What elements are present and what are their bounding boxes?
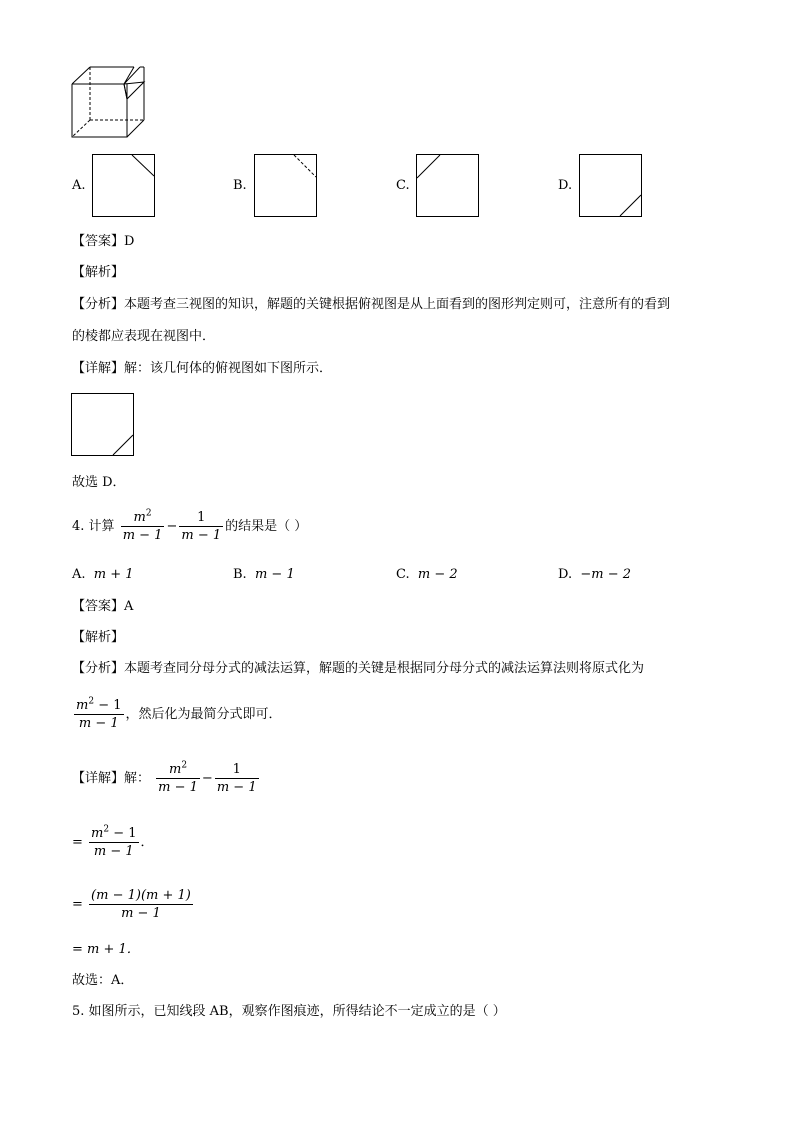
q4-stem-prefix: 4. 计算 (72, 519, 115, 534)
q4-detail-prefix: 【详解】解： (72, 771, 151, 786)
q4-option-c-expr: m − 2 (417, 567, 458, 582)
q3-detail: 【详解】解：该几何体的俯视图如下图所示． (72, 361, 333, 376)
fraction-m2-over-m-1 (156, 762, 200, 795)
period: ． (140, 835, 154, 850)
q4-step3 (72, 888, 195, 922)
q4-conclusion: 故选：A． (72, 973, 134, 988)
var-m: m (133, 510, 146, 525)
q4-fenxi: 【分析】本题考查同分母分式的减法运算，解题的关键是根据同分母分式的减法运算法则将原式化为 (72, 661, 645, 676)
var-m: m (169, 762, 182, 777)
fraction-1-over-m-1 (179, 510, 223, 543)
numerator-one: 1 (179, 510, 223, 527)
option-a-figure (92, 154, 156, 218)
exponent: 2 (181, 760, 188, 771)
q4-option-b-label: B. (233, 567, 247, 582)
top-view-figure (71, 393, 135, 457)
q4-option-d-label: D. (558, 567, 573, 582)
equals-sign: = (72, 835, 83, 850)
exponent: 2 (103, 824, 110, 835)
q4-analysis-heading: 【解析】 (72, 630, 125, 645)
q3-answer: 【答案】D (72, 234, 135, 249)
numerator-product: (m − 1)(m + 1) (91, 888, 191, 903)
exponent: 2 (88, 696, 95, 707)
option-a-label: A. (72, 178, 86, 193)
q4-answer: 【答案】A (72, 599, 134, 614)
fraction-product-over-m-1 (89, 888, 193, 921)
var-m: m (76, 698, 89, 713)
denominator: m − 1 (78, 716, 119, 731)
fraction-m2-1-over-m-1 (89, 826, 139, 859)
q4-option-a-label: A. (72, 567, 86, 582)
var-m: m (91, 826, 104, 841)
q4-step4: = m + 1． (72, 942, 140, 957)
q4-fenxi-tail: ，然后化为最简分式即可． (125, 707, 282, 722)
denominator: m − 1 (122, 528, 163, 543)
option-b-label: B. (233, 178, 247, 193)
q4-option-c (396, 567, 458, 583)
minus-sign: − (201, 771, 213, 786)
equals-sign: = (72, 897, 83, 912)
q3-fenxi-line2: 的棱都应表现在视图中． (72, 329, 216, 344)
option-c-label: C. (396, 178, 410, 193)
cube-figure (70, 64, 160, 140)
q4-option-d (558, 567, 631, 583)
minus-one: − 1 (94, 698, 122, 713)
fraction-m2-over-m-1 (121, 510, 165, 543)
denominator: m − 1 (216, 780, 257, 795)
q4-stem (72, 510, 307, 544)
q4-option-c-label: C. (396, 567, 410, 582)
minus-one: − 1 (109, 826, 137, 841)
q5-stem: 5. 如图所示，已知线段 AB，观察作图痕迹，所得结论不一定成立的是（ ） (72, 1004, 506, 1019)
denominator: m − 1 (93, 844, 134, 859)
q4-stem-suffix: 的结果是（ ） (225, 519, 308, 534)
q4-step2 (72, 826, 154, 860)
option-b-figure (254, 154, 318, 218)
denominator: m − 1 (181, 528, 222, 543)
q3-fenxi-line1: 【分析】本题考查三视图的知识，解题的关键根据俯视图是从上面看到的图形判定则可，注意所有的看到 (72, 297, 671, 312)
option-c-figure (416, 154, 480, 218)
denominator: m − 1 (121, 906, 161, 921)
minus-sign: − (166, 519, 178, 534)
denominator: m − 1 (158, 780, 198, 795)
q4-fenxi-continued (72, 698, 282, 732)
option-d-figure (579, 154, 643, 218)
q3-analysis-heading: 【解析】 (72, 265, 125, 280)
q4-option-a-expr: m + 1 (93, 567, 134, 582)
q4-detail-line (72, 762, 261, 796)
q3-conclusion: 故选 D． (72, 475, 126, 490)
fraction-m2-1-over-m-1 (74, 698, 124, 731)
exponent: 2 (145, 508, 152, 519)
option-d-label: D. (558, 178, 573, 193)
numerator-one: 1 (215, 762, 259, 779)
q4-option-d-expr: −m − 2 (580, 567, 632, 582)
q4-option-a (72, 567, 134, 583)
q4-option-b (233, 567, 295, 583)
fraction-1-over-m-1 (215, 762, 259, 795)
q4-option-b-expr: m − 1 (254, 567, 295, 582)
